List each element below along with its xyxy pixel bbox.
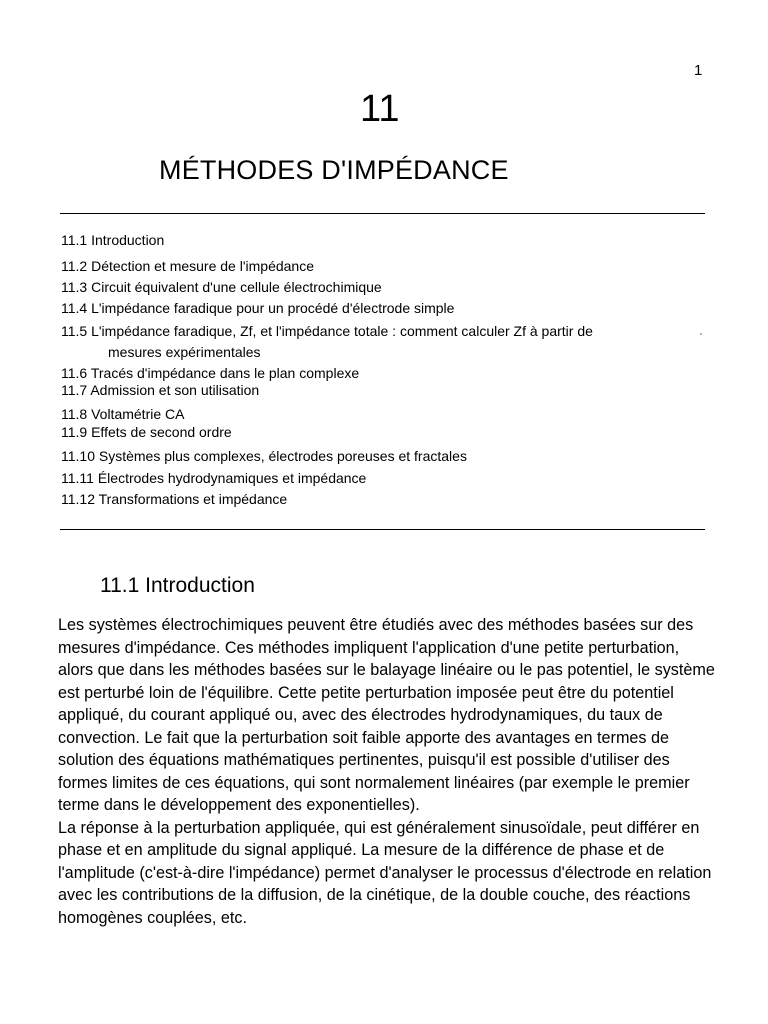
toc-item[interactable]: 11.2 Détection et mesure de l'impédance	[61, 258, 315, 274]
toc-item[interactable]: 11.5 L'impédance faradique, Zf, et l'impédance totale : comment calculer Zf à partir de mesures expérimentales	[61, 323, 593, 360]
toc-item[interactable]: 11.9 Effets de second ordre	[61, 424, 232, 440]
section-heading: 11.1 Introduction	[100, 574, 255, 597]
body-text	[58, 614, 718, 929]
toc-item-continuation: mesures expérimentales	[108, 344, 261, 360]
toc-item[interactable]: 11.11 Électrodes hydrodynamiques et impédance	[61, 470, 367, 486]
toc-item[interactable]: 11.4 L'impédance faradique pour un procédé d'électrode simple	[61, 300, 455, 316]
toc-item[interactable]: 11.12 Transformations et impédance	[61, 491, 288, 507]
paragraph: La réponse à la perturbation appliquée, qui est généralement sinusoïdale, peut différer en phase et en amplitude du signal appliqué. La mesure de la différence de phase et de l'amplitude (c'est-à-dire l'impédance) permet d'analyser le processus d'électrode en relation avec les contributions de la diffusion, de la cinétique, de la double couche, des réactions homogènes couplées, etc.	[58, 818, 712, 927]
top-rule	[60, 213, 705, 214]
chapter-number: 11	[360, 88, 400, 130]
paragraph: Les systèmes électrochimiques peuvent être étudiés avec des méthodes basées sur des mesures d'impédance. Ces méthodes impliquent l'application d'une petite perturbation, alors que dans les méthodes basées sur le balayage linéaire ou le pas potentiel, le système est perturbé loin de l'équilibre. Cette petite perturbation imposée peut être du potentiel appliqué, du courant appliqué ou, avec des électrodes hydrodynamiques, du taux de convection. Le fait que la perturbation soit faible apporte des avantages en termes de solution des équations mathématiques pertinentes, puisqu'il est possible d'utiliser des formes limites de ces équations, qui sont normalement linéaires (par exemple le premier terme dans le développement des exponentielles).	[58, 616, 715, 814]
toc-item[interactable]: 11.1 Introduction	[61, 232, 165, 248]
toc-item[interactable]: 11.3 Circuit équivalent d'une cellule électrochimique	[61, 279, 382, 295]
toc-item[interactable]: 11.10 Systèmes plus complexes, électrodes poreuses et fractales	[61, 448, 467, 464]
scan-speck	[700, 333, 702, 335]
toc-item[interactable]: 11.7 Admission et son utilisation	[61, 382, 260, 398]
chapter-title: MÉTHODES D'IMPÉDANCE	[159, 155, 509, 185]
page-number: 1	[694, 62, 703, 79]
toc-item[interactable]: 11.6 Tracés d'impédance dans le plan complexe	[61, 365, 360, 381]
toc-item[interactable]: 11.8 Voltamétrie CA	[61, 406, 185, 422]
bottom-rule	[60, 529, 705, 530]
